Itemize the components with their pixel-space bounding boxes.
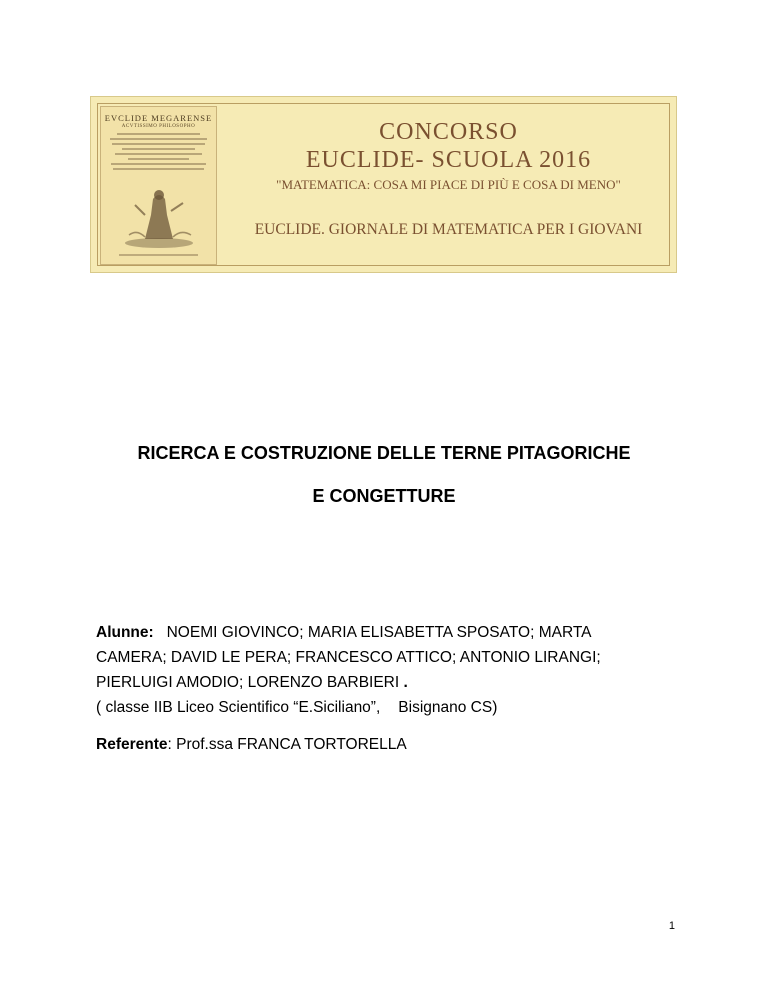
document-title-line1: RICERCA E COSTRUZIONE DELLE TERNE PITAGORICHE: [137, 443, 631, 463]
title-page-footer-line: [119, 254, 198, 256]
authors-end-dot: .: [403, 674, 408, 691]
class-info: ( classe IIB Liceo Scientifico “E.Siciliano”,: [96, 699, 381, 716]
euclid-title-page-image: [100, 106, 217, 265]
banner-quote: "MATEMATICA: COSA MI PIACE DI PIÙ E COSA DI MENO": [276, 177, 621, 192]
contest-banner: [90, 96, 677, 273]
banner-giornale: EUCLIDE. GIORNALE DI MATEMATICA PER I GIOVANI: [254, 221, 643, 238]
banner-euclide-scuola: EUCLIDE- SCUOLA 2016: [305, 147, 592, 173]
title-page-text-lines: [107, 133, 210, 173]
referente-line: [96, 736, 407, 754]
page-number: 1: [668, 920, 675, 932]
class-info-line: [96, 695, 696, 720]
authors-names-line2: CAMERA; DAVID LE PERA; FRANCESCO ATTICO; ANTONIO LIRANGI;: [96, 649, 601, 666]
authors-block: [96, 620, 696, 720]
authors-label: Alunne:: [96, 624, 154, 641]
authors-names-line3: PIERLUIGI AMODIO; LORENZO BARBIERI: [96, 674, 400, 691]
title-page-subheading: ACVTISSIMO PHILOSOPHO: [121, 124, 196, 129]
banner-concorso: CONCORSO: [379, 119, 518, 145]
title-page-heading: EVCLIDE MEGARENSE: [104, 113, 213, 123]
authors-line3: [96, 670, 696, 695]
authors-names-line1: NOEMI GIOVINCO; MARIA ELISABETTA SPOSATO; MARTA: [166, 624, 592, 641]
engraving-figure-icon: [115, 185, 203, 249]
referente-label: Referente: [96, 736, 168, 753]
location: Bisignano CS): [398, 699, 498, 716]
document-title-line2: E CONGETTURE: [312, 486, 456, 506]
referente-value: : Prof.ssa FRANCA TORTORELLA: [167, 736, 407, 753]
authors-line1: [96, 620, 696, 645]
